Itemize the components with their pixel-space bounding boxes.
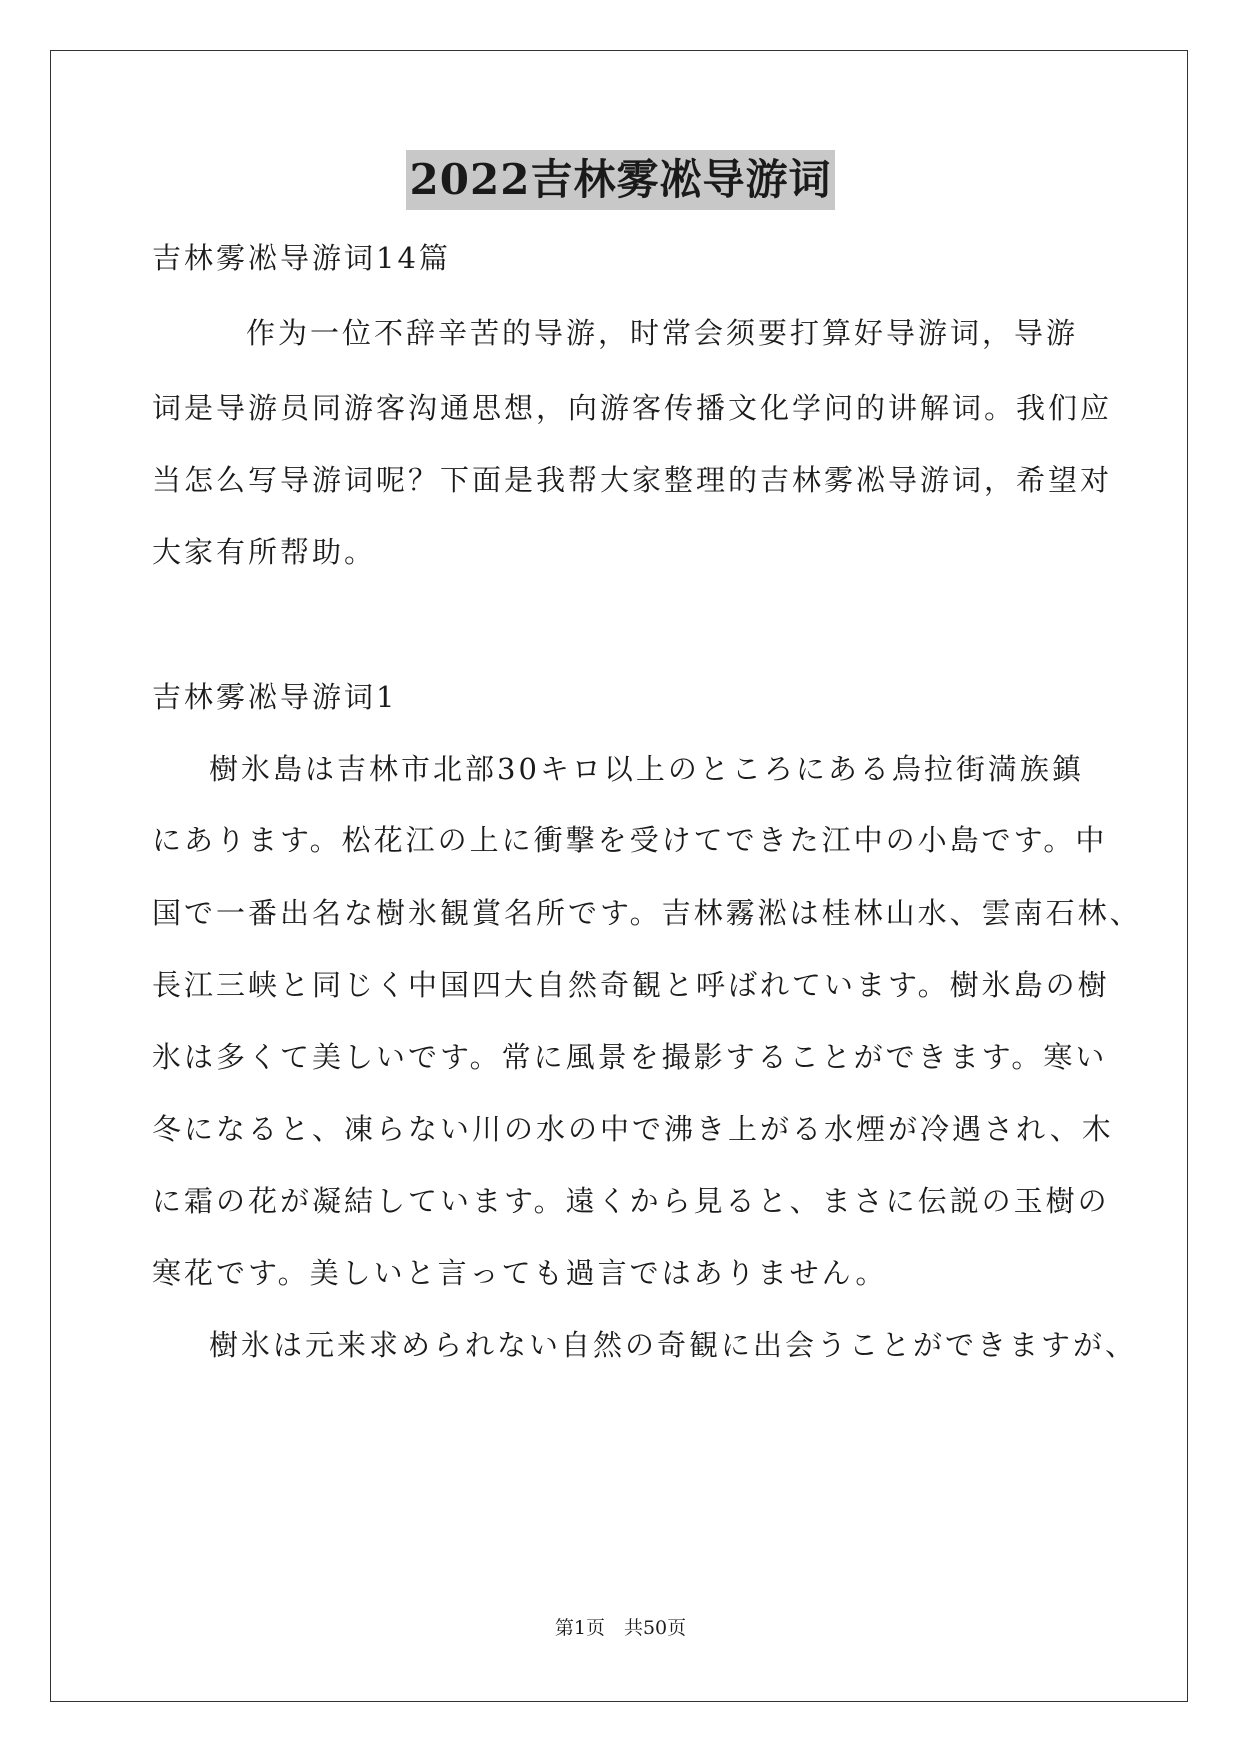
body-line-7: に霜の花が凝結しています。遠くから見ると、まさに伝説の玉樹の [152,1184,1110,1218]
document-subtitle: 吉林雾凇导游词14篇 [152,241,451,275]
title-container [0,150,1241,210]
body-line-5: 氷は多くて美しいです。常に風景を撮影することができます。寒い [152,1040,1108,1074]
page-footer [0,1613,1241,1640]
body-line-1: 樹氷島は吉林市北部30キロ以上のところにある烏拉街満族鎮 [209,752,1084,786]
body-line-2: にあります。松花江の上に衝撃を受けてできた江中の小島です。中 [152,823,1108,857]
intro-line-4: 大家有所帮助。 [152,535,377,569]
body-line-9: 樹氷は元来求められない自然の奇観に出会うことができますが、 [209,1328,1138,1362]
intro-line-2: 词是导游员同游客沟通思想，向游客传播文化学问的讲解词。我们应 [152,391,1113,425]
intro-line-3: 当怎么写导游词呢？下面是我帮大家整理的吉林雾凇导游词，希望对 [152,463,1113,497]
body-line-8: 寒花です。美しいと言っても過言ではありません。 [152,1256,888,1290]
body-line-3: 国で一番出名な樹氷観賞名所です。吉林霧淞は桂林山水、雲南石林、 [152,896,1142,930]
page-border [50,50,1188,1702]
document-title: 2022吉林雾凇导游词 [406,150,836,210]
body-line-6: 冬になると、凍らない川の水の中で沸き上がる水煙が冷遇され、木 [152,1112,1114,1146]
page-number: 第1页 共50页 [554,1617,687,1639]
intro-line-1: 作为一位不辞辛苦的导游，时常会须要打算好导游词，导游 [246,316,1079,350]
body-line-4: 長江三峡と同じく中国四大自然奇観と呼ばれています。樹氷島の樹 [152,968,1110,1002]
section-heading: 吉林雾凇导游词1 [152,680,398,714]
